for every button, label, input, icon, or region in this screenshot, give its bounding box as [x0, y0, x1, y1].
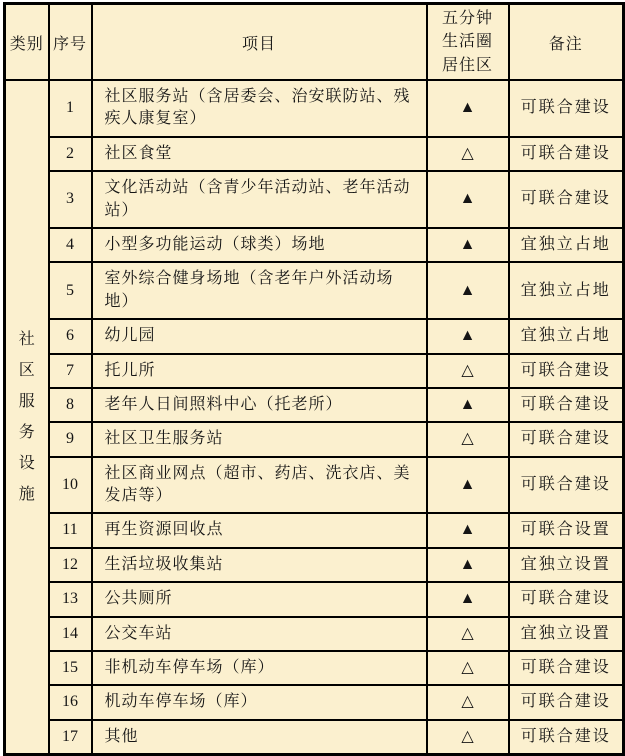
- row-number: 17: [49, 720, 92, 755]
- row-item: 托儿所: [92, 354, 427, 388]
- row-item: 公交车站: [92, 617, 427, 651]
- table-row: [5, 80, 624, 137]
- row-symbol: △: [427, 685, 509, 719]
- row-remark: 可联合建设: [509, 651, 624, 685]
- row-item: 非机动车停车场（库）: [92, 651, 427, 685]
- row-item: 公共厕所: [92, 582, 427, 616]
- table-row: [5, 513, 624, 547]
- row-remark: 宜独立占地: [509, 262, 624, 319]
- table-row: [5, 262, 624, 319]
- table-row: [5, 720, 624, 755]
- header-category: 类别: [5, 4, 49, 81]
- row-number: 9: [49, 422, 92, 456]
- row-remark: 可联合建设: [509, 354, 624, 388]
- row-item: 小型多功能运动（球类）场地: [92, 228, 427, 262]
- table-row: [5, 548, 624, 582]
- row-remark: 可联合建设: [509, 685, 624, 719]
- header-living-circle: 五分钟 生活圈 居住区: [427, 4, 509, 81]
- row-symbol: △: [427, 651, 509, 685]
- row-number: 11: [49, 513, 92, 547]
- row-item: 其他: [92, 720, 427, 755]
- row-remark: 可联合建设: [509, 80, 624, 137]
- row-number: 3: [49, 171, 92, 228]
- table-row: [5, 457, 624, 514]
- row-item: 再生资源回收点: [92, 513, 427, 547]
- row-number: 16: [49, 685, 92, 719]
- row-number: 7: [49, 354, 92, 388]
- header-number: 序号: [49, 4, 92, 81]
- table-row: [5, 319, 624, 353]
- row-remark: 宜独立设置: [509, 617, 624, 651]
- row-symbol: ▲: [427, 319, 509, 353]
- row-item: 幼儿园: [92, 319, 427, 353]
- row-number: 5: [49, 262, 92, 319]
- table-row: [5, 228, 624, 262]
- table-row: [5, 388, 624, 422]
- row-symbol: △: [427, 137, 509, 171]
- row-symbol: △: [427, 422, 509, 456]
- row-number: 13: [49, 582, 92, 616]
- row-item: 社区食堂: [92, 137, 427, 171]
- row-item: 老年人日间照料中心（托老所）: [92, 388, 427, 422]
- row-item: 机动车停车场（库）: [92, 685, 427, 719]
- row-symbol: ▲: [427, 228, 509, 262]
- row-remark: 宜独立占地: [509, 228, 624, 262]
- row-remark: 宜独立设置: [509, 548, 624, 582]
- row-item: 社区卫生服务站: [92, 422, 427, 456]
- table-row: [5, 137, 624, 171]
- header-remark: 备注: [509, 4, 624, 81]
- row-number: 14: [49, 617, 92, 651]
- table-row: [5, 651, 624, 685]
- row-remark: 可联合建设: [509, 422, 624, 456]
- facilities-table: [3, 2, 625, 756]
- table-row: [5, 354, 624, 388]
- row-remark: 可联合建设: [509, 388, 624, 422]
- row-remark: 可联合建设: [509, 720, 624, 755]
- table-row: [5, 685, 624, 719]
- table-row: [5, 171, 624, 228]
- row-remark: 可联合建设: [509, 457, 624, 514]
- row-symbol: ▲: [427, 457, 509, 514]
- row-item: 社区服务站（含居委会、治安联防站、残疾人康复室）: [92, 80, 427, 137]
- row-item: 社区商业网点（超市、药店、洗衣店、美发店等）: [92, 457, 427, 514]
- row-symbol: △: [427, 720, 509, 755]
- row-number: 8: [49, 388, 92, 422]
- row-symbol: ▲: [427, 513, 509, 547]
- category-cell: 社区服务设施: [5, 80, 49, 755]
- row-remark: 可联合建设: [509, 171, 624, 228]
- row-symbol: ▲: [427, 582, 509, 616]
- row-item: 文化活动站（含青少年活动站、老年活动站）: [92, 171, 427, 228]
- row-item: 室外综合健身场地（含老年户外活动场地）: [92, 262, 427, 319]
- table-row: [5, 582, 624, 616]
- row-number: 1: [49, 80, 92, 137]
- row-symbol: △: [427, 617, 509, 651]
- row-symbol: ▲: [427, 388, 509, 422]
- row-number: 2: [49, 137, 92, 171]
- header-item: 项目: [92, 4, 427, 81]
- row-remark: 宜独立占地: [509, 319, 624, 353]
- row-symbol: ▲: [427, 80, 509, 137]
- row-symbol: ▲: [427, 548, 509, 582]
- row-number: 4: [49, 228, 92, 262]
- row-symbol: ▲: [427, 262, 509, 319]
- row-remark: 可联合建设: [509, 582, 624, 616]
- row-item: 生活垃圾收集站: [92, 548, 427, 582]
- header-row: [5, 4, 624, 81]
- row-number: 6: [49, 319, 92, 353]
- row-number: 10: [49, 457, 92, 514]
- row-number: 15: [49, 651, 92, 685]
- row-number: 12: [49, 548, 92, 582]
- row-symbol: ▲: [427, 171, 509, 228]
- row-remark: 可联合建设: [509, 137, 624, 171]
- table-row: [5, 422, 624, 456]
- row-remark: 可联合设置: [509, 513, 624, 547]
- row-symbol: △: [427, 354, 509, 388]
- table-row: [5, 617, 624, 651]
